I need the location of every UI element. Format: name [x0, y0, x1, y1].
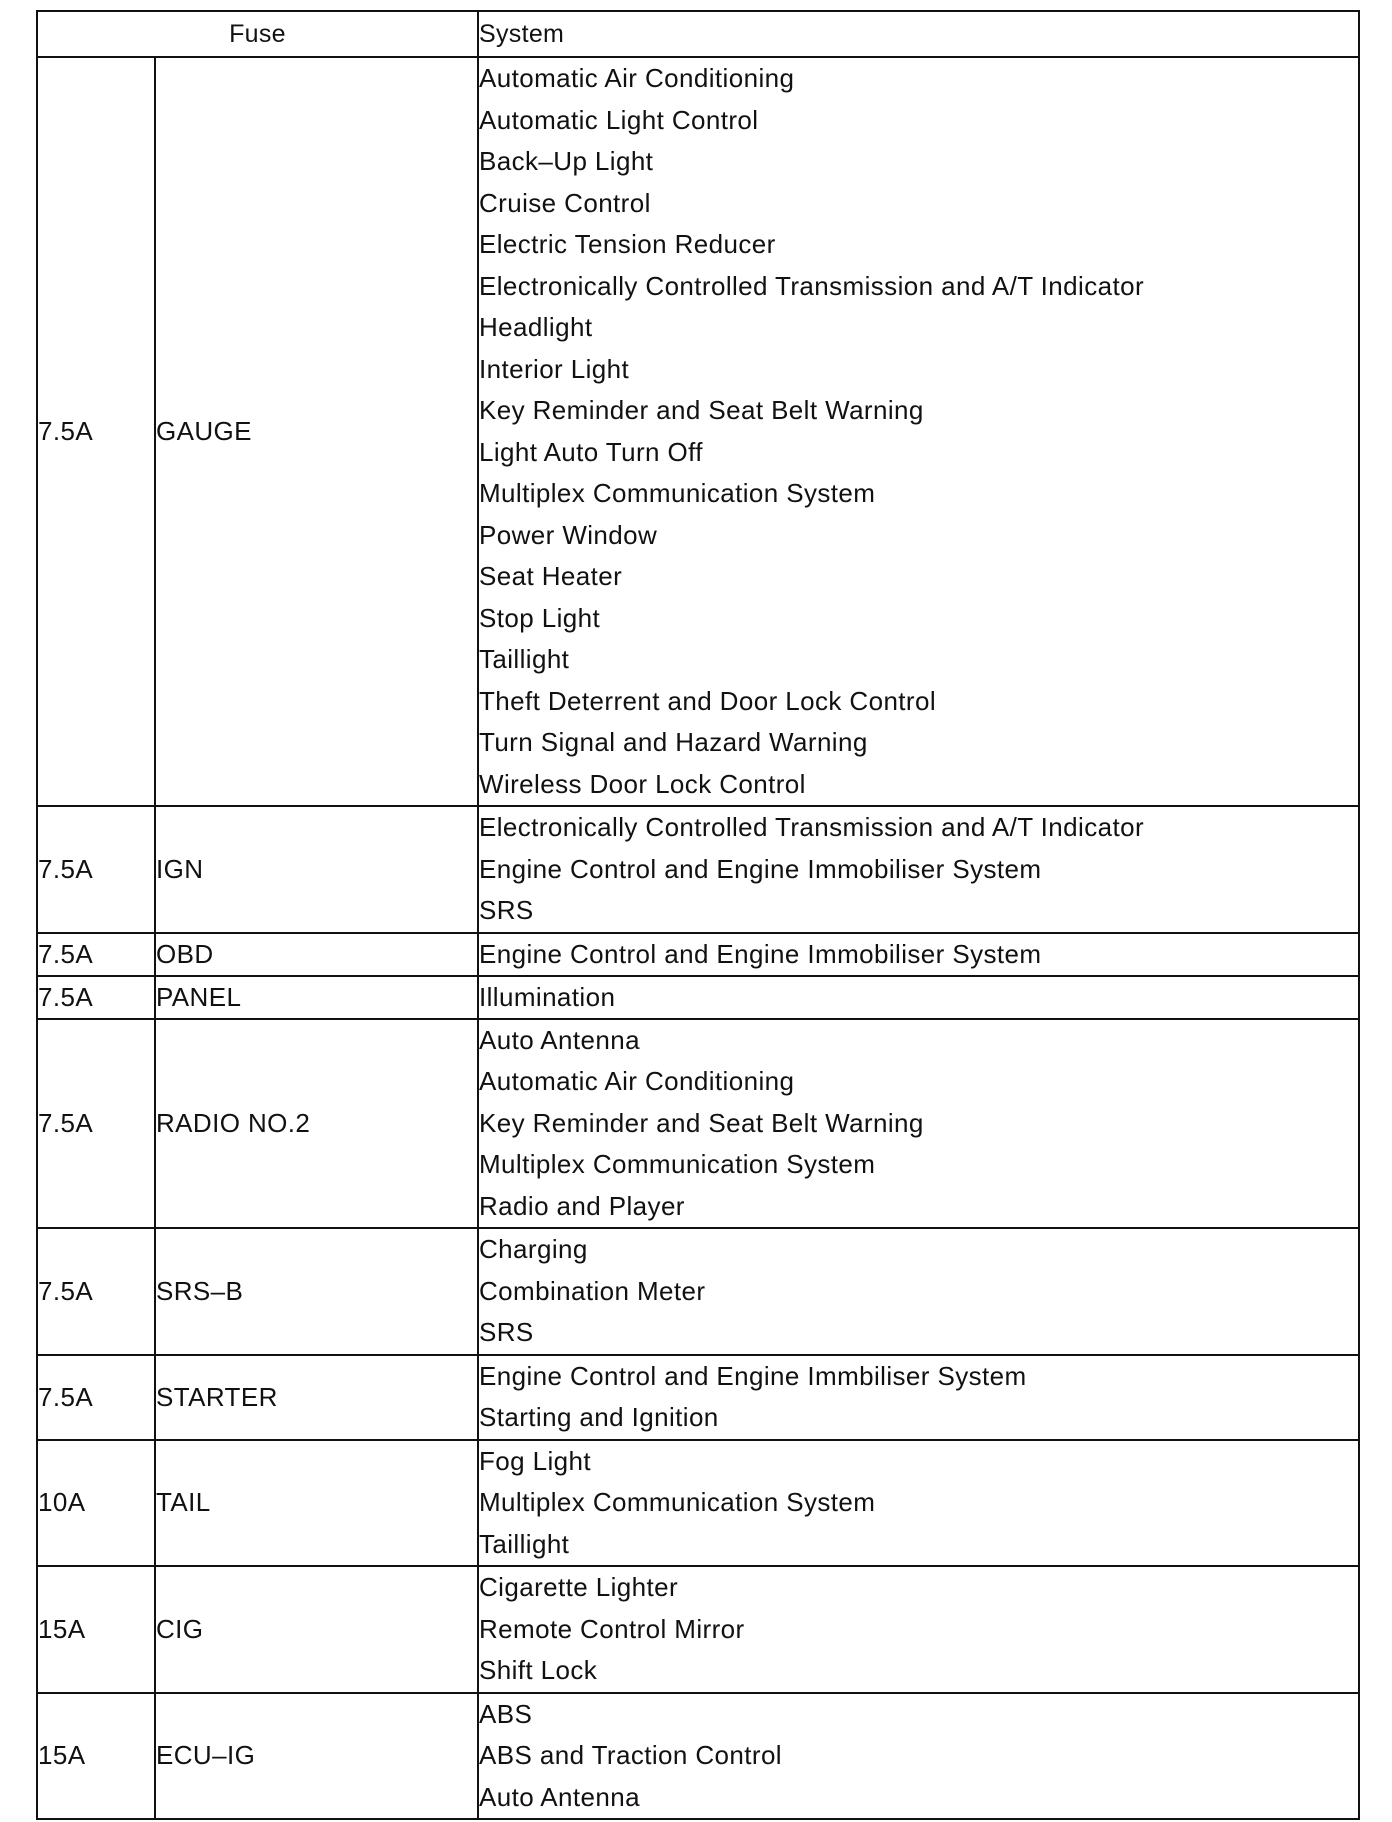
system-item: Engine Control and Engine Immobiliser System — [479, 938, 1042, 969]
table-row — [37, 1693, 1359, 1820]
system-item: Light Auto Turn Off — [479, 436, 703, 467]
system-item: Illumination — [479, 981, 616, 1012]
system-item: Automatic Light Control — [479, 104, 759, 135]
table-row — [37, 1566, 1359, 1693]
fuse-systems-cell — [478, 1228, 1359, 1355]
system-item: Radio and Player — [479, 1190, 685, 1221]
fuse-name: OBD — [155, 933, 478, 976]
system-list — [479, 1441, 1358, 1566]
system-item: Auto Antenna — [479, 1024, 640, 1055]
system-item: Engine Control and Engine Immobiliser System — [479, 853, 1042, 884]
fuse-name: ECU–IG — [155, 1693, 478, 1820]
fuse-amperage: 7.5A — [37, 976, 155, 1019]
system-item: Stop Light — [479, 602, 601, 633]
system-item: Key Reminder and Seat Belt Warning — [479, 395, 924, 425]
table-row — [37, 976, 1359, 1019]
system-list — [479, 977, 1358, 1018]
fuse-systems-cell — [478, 57, 1359, 806]
system-item: Seat Heater — [479, 561, 623, 591]
system-item: Shift Lock — [479, 1655, 598, 1685]
fuse-amperage: 15A — [37, 1566, 155, 1693]
system-item: SRS — [479, 895, 534, 925]
fuse-amperage: 7.5A — [37, 933, 155, 976]
fuse-name: GAUGE — [155, 57, 478, 806]
system-item: Auto Antenna — [479, 1781, 640, 1812]
fuse-name: TAIL — [155, 1440, 478, 1567]
system-list — [479, 58, 1358, 805]
table-row — [37, 933, 1359, 976]
fuse-systems-cell — [478, 1566, 1359, 1693]
system-item: Electric Tension Reducer — [479, 229, 776, 259]
table-header-row — [37, 11, 1359, 57]
fuse-systems-cell — [478, 933, 1359, 976]
system-item: Back–Up Light — [479, 146, 654, 176]
table-row — [37, 1019, 1359, 1229]
system-item: Automatic Air Conditioning — [479, 63, 795, 93]
system-item: Cigarette Lighter — [479, 1572, 679, 1602]
fuse-systems-cell — [478, 1355, 1359, 1440]
system-item: Combination Meter — [479, 1275, 706, 1306]
system-item: Charging — [479, 1234, 588, 1264]
system-item: Taillight — [479, 644, 570, 674]
system-item: Multiplex Communication System — [479, 1149, 876, 1179]
system-item: ABS and Traction Control — [479, 1740, 782, 1770]
system-item: SRS — [479, 1317, 534, 1347]
system-list — [479, 1356, 1358, 1439]
system-list — [479, 1229, 1358, 1354]
fuse-systems-cell — [478, 1019, 1359, 1229]
system-item: Multiplex Communication System — [479, 1487, 876, 1517]
system-list — [479, 1694, 1358, 1819]
table-row — [37, 1228, 1359, 1355]
fuse-table-page — [36, 10, 1358, 1820]
table-row — [37, 806, 1359, 933]
system-item: Power Window — [479, 519, 658, 550]
fuse-amperage: 15A — [37, 1693, 155, 1820]
fuse-amperage: 7.5A — [37, 1355, 155, 1440]
table-row — [37, 1355, 1359, 1440]
system-list — [479, 934, 1358, 975]
system-item: Wireless Door Lock Control — [479, 768, 806, 799]
system-item: Engine Control and Engine Immbiliser System — [479, 1360, 1027, 1391]
fuse-amperage: 7.5A — [37, 806, 155, 933]
fuse-system-table — [36, 10, 1360, 1820]
table-body — [37, 57, 1359, 1819]
system-item: Electronically Controlled Transmission and A/T Indicator — [479, 812, 1144, 842]
system-item: Fog Light — [479, 1445, 592, 1476]
fuse-systems-cell — [478, 1693, 1359, 1820]
system-item: Starting and Ignition — [479, 1402, 719, 1432]
system-item: Remote Control Mirror — [479, 1613, 745, 1644]
system-item: Headlight — [479, 312, 593, 342]
table-row — [37, 57, 1359, 806]
fuse-amperage: 10A — [37, 1440, 155, 1567]
system-item: Theft Deterrent and Door Lock Control — [479, 685, 937, 716]
fuse-name: IGN — [155, 806, 478, 933]
fuse-name: CIG — [155, 1566, 478, 1693]
system-item: Taillight — [479, 1528, 570, 1559]
system-item: Key Reminder and Seat Belt Warning — [479, 1107, 924, 1138]
fuse-name: STARTER — [155, 1355, 478, 1440]
system-item: Interior Light — [479, 353, 630, 384]
system-item: ABS — [479, 1698, 533, 1729]
system-item: Turn Signal and Hazard Warning — [479, 727, 868, 757]
fuse-amperage: 7.5A — [37, 57, 155, 806]
system-list — [479, 1020, 1358, 1228]
table-row — [37, 1440, 1359, 1567]
fuse-name: PANEL — [155, 976, 478, 1019]
fuse-name: RADIO NO.2 — [155, 1019, 478, 1229]
fuse-amperage: 7.5A — [37, 1228, 155, 1355]
fuse-systems-cell — [478, 1440, 1359, 1567]
system-item: Electronically Controlled Transmission and A/T Indicator — [479, 270, 1144, 301]
system-item: Cruise Control — [479, 187, 651, 218]
system-item: Multiplex Communication System — [479, 478, 876, 508]
column-header-system: System — [478, 11, 1359, 57]
column-header-fuse: Fuse — [37, 11, 478, 57]
fuse-systems-cell — [478, 976, 1359, 1019]
fuse-name: SRS–B — [155, 1228, 478, 1355]
system-list — [479, 1567, 1358, 1692]
fuse-systems-cell — [478, 806, 1359, 933]
fuse-amperage: 7.5A — [37, 1019, 155, 1229]
system-item: Automatic Air Conditioning — [479, 1066, 795, 1096]
system-list — [479, 807, 1358, 932]
